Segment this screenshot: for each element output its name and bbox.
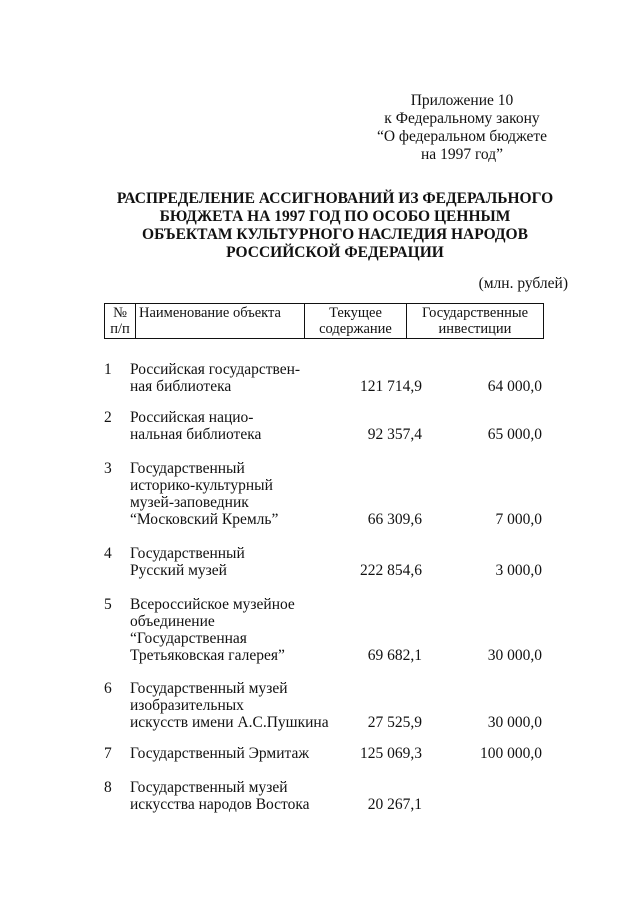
row-number: 1 xyxy=(104,361,112,378)
row-object-name: Всероссийское музейное объединение “Государственная Третьяковская галерея” xyxy=(130,596,295,664)
title-line: БЮДЖЕТА НА 1997 ГОД ПО ОСОБО ЦЕННЫМ xyxy=(159,208,511,225)
row-object-name: Государственный музей изобразительных искусств имени А.С.Пушкина xyxy=(130,680,329,731)
table-header xyxy=(104,303,544,339)
header-state-investments: Государственные инвестиции xyxy=(407,304,544,339)
row-current-value: 121 714,9 xyxy=(360,378,422,395)
title-line: РАСПРЕДЕЛЕНИЕ АССИГНОВАНИЙ ИЗ ФЕДЕРАЛЬНОГО xyxy=(116,190,554,207)
header-object-name: Наименование объекта xyxy=(136,304,305,339)
row-number: 7 xyxy=(104,745,112,762)
appendix-line: Приложение 10 xyxy=(410,92,514,109)
row-current-value: 66 309,6 xyxy=(367,511,422,528)
row-current-value: 69 682,1 xyxy=(367,647,422,664)
appendix-reference xyxy=(362,92,562,164)
row-object-name: Российская нацио- нальная библиотека xyxy=(130,409,262,443)
appendix-line: к Федеральному закону xyxy=(384,110,540,127)
row-current-value: 27 525,9 xyxy=(367,714,422,731)
row-number: 3 xyxy=(104,460,112,477)
appendix-line: на 1997 год” xyxy=(421,146,503,163)
header-current-maintenance: Текущее содержание xyxy=(305,304,407,339)
row-current-value: 222 854,6 xyxy=(360,562,422,579)
appendix-line: “О федеральном бюджете xyxy=(376,128,548,145)
title-line: ОБЪЕКТАМ КУЛЬТУРНОГО НАСЛЕДИЯ НАРОДОВ xyxy=(142,226,528,243)
row-number: 4 xyxy=(104,545,112,562)
row-investment-value: 7 000,0 xyxy=(495,511,542,528)
row-current-value: 125 069,3 xyxy=(360,745,422,762)
row-object-name: Государственный музей искусства народов Востока xyxy=(130,779,310,813)
row-current-value: 20 267,1 xyxy=(367,796,422,813)
row-object-name: Государственный историко-культурный музей-заповедник “Московский Кремль” xyxy=(130,460,279,528)
row-investment-value: 30 000,0 xyxy=(487,647,542,664)
row-object-name: Российская государствен- ная библиотека xyxy=(130,361,301,395)
row-current-value: 92 357,4 xyxy=(367,426,422,443)
document-title xyxy=(100,190,570,262)
row-investment-value: 3 000,0 xyxy=(495,562,542,579)
row-investment-value: 30 000,0 xyxy=(487,714,542,731)
units-note: (млн. рублей) xyxy=(478,275,568,292)
row-number: 8 xyxy=(104,779,112,796)
row-number: 2 xyxy=(104,409,112,426)
row-object-name: Государственный Русский музей xyxy=(130,545,245,579)
row-number: 5 xyxy=(104,596,112,613)
row-investment-value: 64 000,0 xyxy=(487,378,542,395)
row-object-name: Государственный Эрмитаж xyxy=(130,745,310,762)
row-investment-value: 100 000,0 xyxy=(480,745,542,762)
row-number: 6 xyxy=(104,680,112,697)
row-investment-value: 65 000,0 xyxy=(487,426,542,443)
header-number: № п/п xyxy=(105,304,136,339)
title-line: РОССИЙСКОЙ ФЕДЕРАЦИИ xyxy=(226,244,444,261)
